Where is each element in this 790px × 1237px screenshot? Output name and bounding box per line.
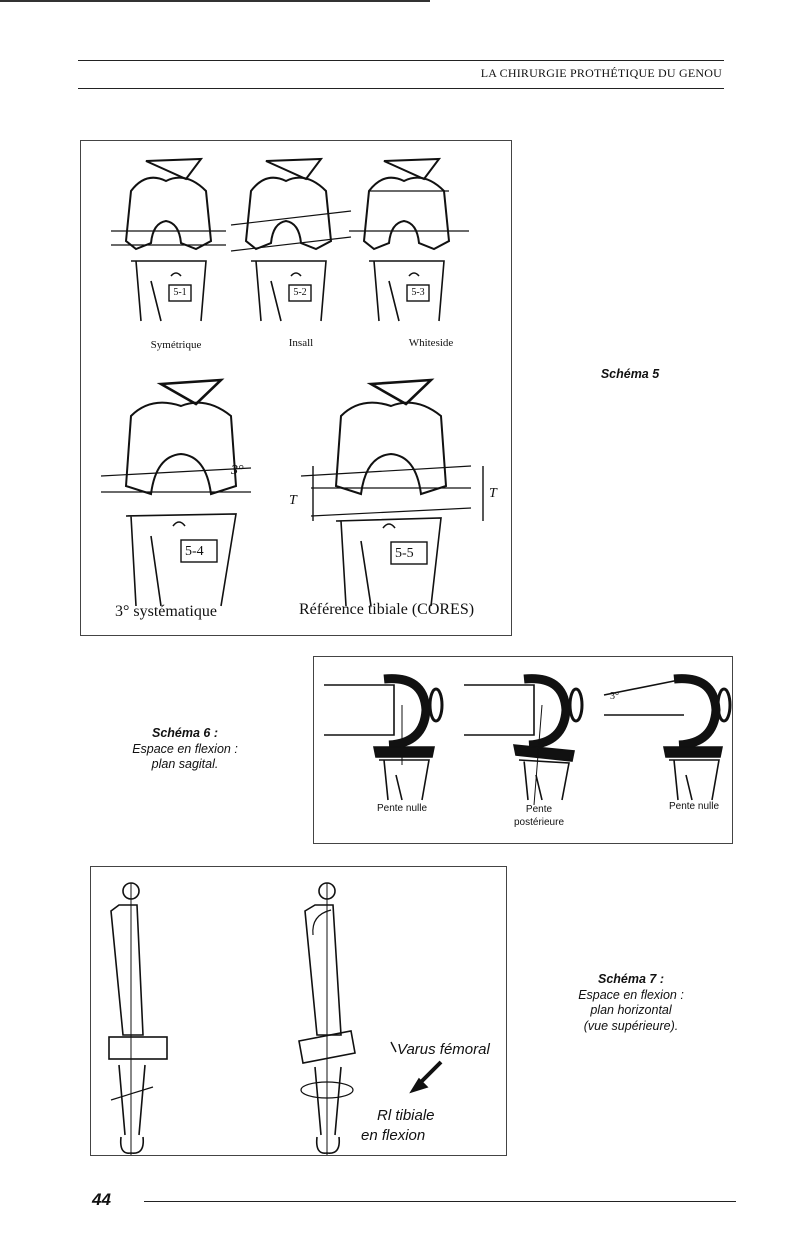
schema7-caption-line2: plan horizontal — [590, 1003, 672, 1018]
schema7-figure — [90, 866, 507, 1156]
label-symetrique: Symétrique — [150, 339, 202, 351]
schema7-caption-title: Schéma 7 : — [597, 972, 664, 986]
schema6-caption — [100, 726, 270, 773]
schema7-caption — [556, 972, 706, 1035]
top-edge-rule — [0, 0, 430, 2]
annotation-rl-tibiale: Rl tibiale — [377, 1107, 435, 1124]
label-whiteside: Whiteside — [408, 337, 454, 349]
schema6-label-pente-line1: Pente — [525, 804, 553, 815]
schema6-caption-line2: plan sagital. — [151, 757, 219, 772]
footer-rule — [144, 1201, 736, 1202]
gap-t-right-label: T — [489, 486, 497, 501]
schema6-angle-3deg: 3° — [610, 691, 619, 702]
tag-5-1: 5-1 — [173, 287, 187, 298]
angle-3deg-label: 3° — [231, 463, 244, 478]
label-insall: Insall — [288, 337, 314, 349]
tag-5-2: 5-2 — [293, 287, 307, 298]
schema6-label-pente-nulle-3: Pente nulle — [668, 801, 720, 812]
page-number: 44 — [92, 1190, 111, 1209]
schema7-caption-line3: (vue supérieure). — [583, 1018, 679, 1033]
schema6-label-pente-line2: postérieure — [513, 817, 565, 828]
tag-5-5: 5-5 — [395, 546, 414, 561]
annotation-varus-femoral: Varus fémoral — [397, 1041, 490, 1058]
running-title: LA CHIRURGIE PROTHÉTIQUE DU GENOU — [480, 66, 722, 80]
tag-5-3: 5-3 — [411, 287, 425, 298]
schema5-figure — [80, 140, 512, 636]
schema6-caption-line1: Espace en flexion : — [132, 741, 238, 756]
schema7-drawing — [91, 867, 506, 1155]
tag-5-4: 5-4 — [185, 544, 204, 559]
schema6-label-pente-nulle-1: Pente nulle — [376, 803, 428, 814]
schema5-caption — [560, 367, 700, 383]
header-rule-bottom — [78, 88, 724, 89]
gap-t-left-label: T — [289, 493, 297, 508]
schema6-caption-title: Schéma 6 : — [151, 726, 218, 740]
schema7-caption-line1: Espace en flexion : — [578, 987, 684, 1002]
schema5-drawing — [81, 141, 511, 635]
label-reference-tibiale: Référence tibiale (CORES) — [299, 601, 475, 618]
schema6-figure — [313, 656, 733, 844]
schema5-caption-title: Schéma 5 — [600, 367, 660, 381]
header-rule-top — [78, 60, 724, 61]
annotation-en-flexion: en flexion — [361, 1127, 426, 1144]
label-3deg-systematique: 3° systématique — [115, 603, 217, 620]
